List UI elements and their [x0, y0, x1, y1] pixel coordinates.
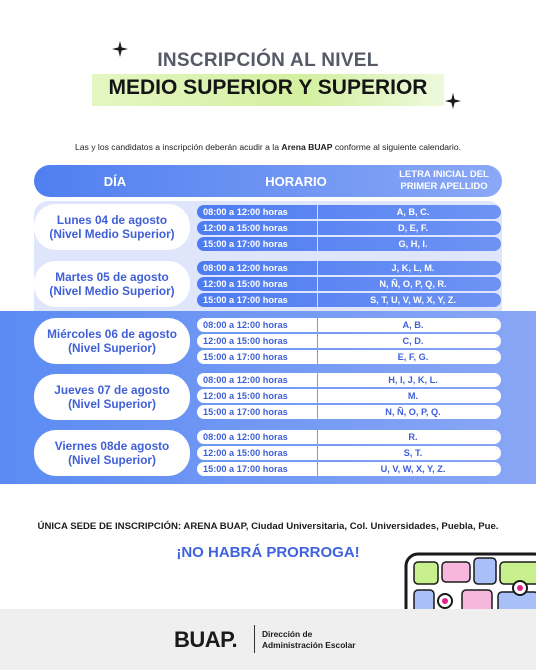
slot-row: 15:00 a 17:00 horas N, Ñ, O, P, Q.: [197, 405, 501, 419]
slot-row: 12:00 a 15:00 horas D, E, F.: [197, 221, 501, 235]
day-card-miercoles: Miércoles 06 de agosto (Nivel Superior): [34, 318, 190, 364]
slot-row: 15:00 a 17:00 horas S, T, U, V, W, X, Y, Z.: [197, 293, 501, 307]
slot-row: 15:00 a 17:00 horas U, V, W, X, Y, Z.: [197, 462, 501, 476]
table-header: [34, 165, 502, 197]
slot-row: 08:00 a 12:00 horas R.: [197, 430, 501, 444]
title-line-2: MEDIO SUPERIOR Y SUPERIOR: [108, 76, 428, 99]
slot-row: 08:00 a 12:00 horas H, I, J, K, L.: [197, 373, 501, 387]
intro-text: Las y los candidatos a inscripción deberán acudir a la Arena BUAP conforme al siguiente calendario.: [75, 142, 461, 152]
logo-divider: [254, 625, 255, 653]
slot-row: 08:00 a 12:00 horas A, B.: [197, 318, 501, 332]
slot-row: 15:00 a 17:00 horas E, F, G.: [197, 350, 501, 364]
venue-note: ÚNICA SEDE DE INSCRIPCIÓN: ARENA BUAP, Ciudad Universitaria, Col. Universidades, Puebla, Pue.: [37, 521, 499, 532]
slot-row: 08:00 a 12:00 horas J, K, L, M.: [197, 261, 501, 275]
slot-row: 12:00 a 15:00 horas M.: [197, 389, 501, 403]
buap-logo: BUAP.: [174, 627, 238, 652]
day-card-martes: Martes 05 de agosto (Nivel Medio Superior): [34, 261, 190, 307]
day-card-viernes: Viernes 08de agosto (Nivel Superior): [34, 430, 190, 476]
header-letra: LETRA INICIAL DEL PRIMER APELLIDO: [399, 169, 489, 192]
department-name: Dirección de Administración Escolar: [262, 629, 356, 650]
header-dia: DÍA: [103, 174, 127, 189]
slot-row: 12:00 a 15:00 horas N, Ñ, O, P, Q, R.: [197, 277, 501, 291]
title-line-1: INSCRIPCIÓN AL NIVEL: [157, 50, 379, 71]
slot-row: 15:00 a 17:00 horas G, H, I.: [197, 237, 501, 251]
no-extension-notice: ¡NO HABRÁ PRORROGA!: [176, 544, 360, 561]
slot-row: 08:00 a 12:00 horas A, B, C.: [197, 205, 501, 219]
slot-row: 12:00 a 15:00 horas C, D.: [197, 334, 501, 348]
slot-row: 12:00 a 15:00 horas S, T.: [197, 446, 501, 460]
map-decoration-icon: [402, 548, 536, 618]
day-card-lunes: Lunes 04 de agosto (Nivel Medio Superior): [34, 204, 190, 250]
header-horario: HORARIO: [265, 174, 327, 189]
day-card-jueves: Jueves 07 de agosto (Nivel Superior): [34, 374, 190, 420]
